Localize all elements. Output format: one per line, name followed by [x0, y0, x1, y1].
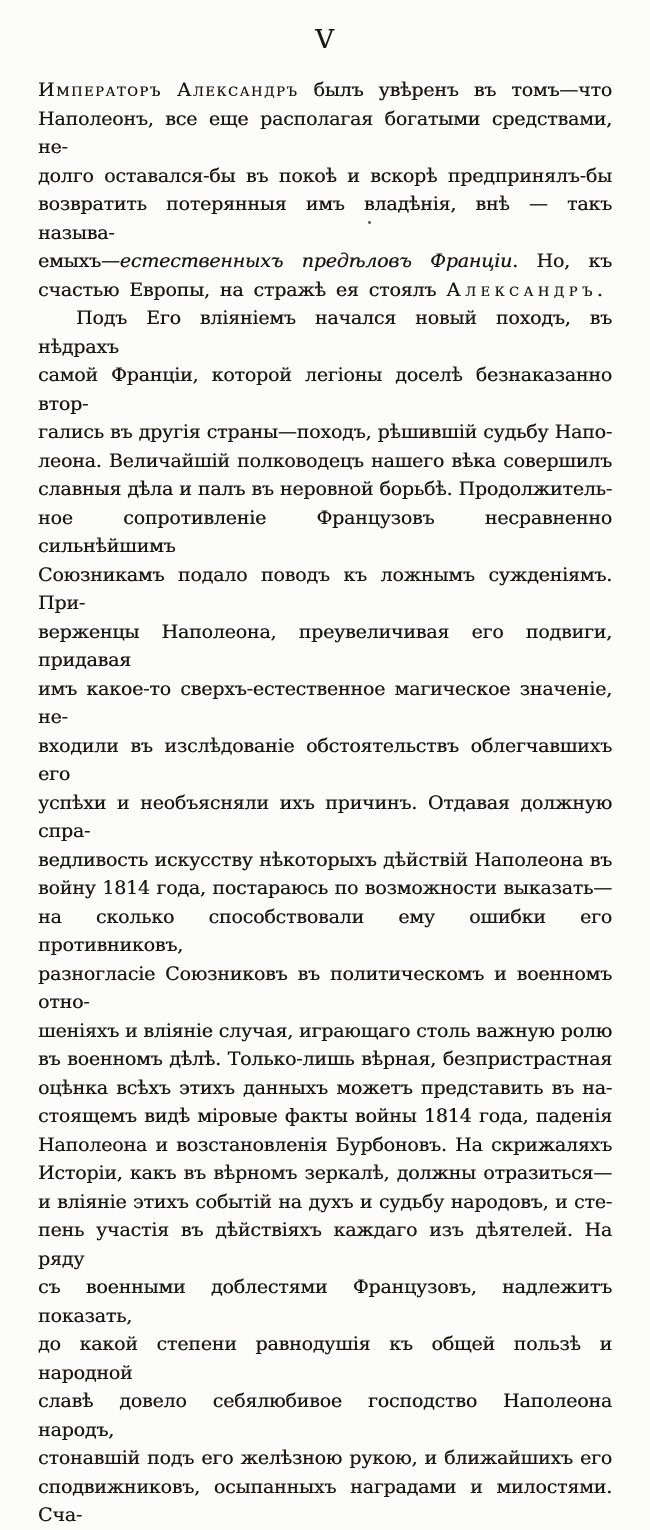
text-segment: славѣ довело себялюбивое господство Наполеона народъ,	[38, 1390, 612, 1441]
text-segment: до какой степени равнодушія къ общей пользѣ и народной	[38, 1333, 612, 1384]
scan-speck	[368, 221, 371, 224]
page-number: V	[315, 25, 335, 55]
text-segment-smallcaps-wide: Александръ	[446, 278, 597, 301]
text-line	[38, 561, 612, 618]
text-segment: въ военномъ дѣлѣ. Только-лишь вѣрная, безпристрастная	[38, 1048, 612, 1070]
text-segment: Союзникамъ подало поводъ къ ложнымъ сужденіямъ. При-	[38, 563, 612, 614]
text-segment: успѣхи и необъясняли ихъ причинъ. Отдавая должную спра-	[38, 791, 612, 842]
paragraph	[38, 76, 612, 304]
text-segment: на сколько способствовали ему ошибки его противниковъ,	[38, 905, 612, 956]
text-line	[38, 475, 612, 504]
paragraph	[38, 304, 612, 1530]
text-segment: Наполеонъ, все еще располагая богатыми средствами, не-	[38, 107, 612, 158]
text-line	[38, 874, 612, 903]
text-line	[38, 76, 612, 105]
text-segment: и вліяніе этихъ событій на духъ и судьбу народовъ, и сте-	[38, 1190, 612, 1213]
text-line	[38, 1017, 612, 1046]
text-line	[38, 304, 612, 361]
text-segment: пень участія въ дѣйствіяхъ каждаго изъ дѣятелей. На ряду	[38, 1219, 612, 1270]
text-segment: шеніяхъ и вліяніе случая, играющаго столь важную ролю	[38, 1019, 612, 1042]
text-line	[38, 1102, 612, 1131]
text-segment: Подъ Его вліяніемъ начался новый походъ, въ нѣдрахъ	[38, 307, 612, 358]
text-line	[38, 1387, 612, 1444]
text-line	[38, 1045, 612, 1074]
text-segment: славныя дѣла и палъ въ неровной борьбѣ. Продолжитель-	[38, 478, 612, 500]
text-segment: разногласіе Союзниковъ въ политическомъ и военномъ отно-	[38, 962, 612, 1013]
text-segment: стоящемъ видѣ міровые факты войны 1814 года, паденія	[38, 1105, 612, 1127]
text-line	[38, 276, 612, 305]
text-line	[38, 1188, 612, 1217]
text-line	[38, 447, 612, 476]
text-line	[38, 846, 612, 875]
text-segment: съ военными доблестями Французовъ, надлежитъ показать,	[38, 1276, 612, 1327]
text-line	[38, 903, 612, 960]
text-segment: долго оставался-бы въ покоѣ и вскорѣ предпринялъ-бы	[38, 164, 612, 187]
text-segment: имъ какое-то сверхъ-естественное магическое значеніе, не-	[38, 677, 612, 728]
text-line	[38, 1159, 612, 1188]
text-segment: .	[596, 278, 603, 301]
text-line	[38, 1330, 612, 1387]
text-segment-smallcaps: Александръ	[176, 79, 299, 101]
text-line	[38, 1216, 612, 1273]
text-segment: верженцы Наполеона, преувеличивая его подвиги, придавая	[38, 620, 612, 671]
text-line	[38, 1074, 612, 1103]
text-segment-italic: естественныхъ предѣловъ Франціи	[119, 250, 513, 272]
text-segment: ное сопротивленіе Французовъ несравненно сильнѣйшимъ	[38, 506, 612, 557]
text-line	[38, 361, 612, 418]
text-segment: входили въ изслѣдованіе обстоятельствъ облегчавшихъ его	[38, 734, 612, 785]
text-line	[38, 247, 612, 276]
text-segment: былъ увѣренъ въ томъ—что	[298, 79, 612, 101]
text-line	[38, 1444, 612, 1473]
text-segment: войну 1814 года, постараюсь по возможности выказать—	[38, 877, 612, 899]
text-block	[38, 76, 612, 1530]
text-segment: самой Франціи, которой легіоны доселѣ безнаказанно втор-	[38, 364, 612, 415]
text-line	[38, 618, 612, 675]
text-segment: емыхъ—	[38, 250, 120, 272]
text-segment: оцѣнка всѣхъ этихъ данныхъ можетъ представить въ на-	[38, 1076, 612, 1099]
text-line	[38, 190, 612, 247]
text-segment: счастью Европы, на стражѣ ея стоялъ	[38, 278, 447, 301]
text-line	[38, 789, 612, 846]
text-line	[38, 1273, 612, 1330]
text-segment: . Но, къ	[512, 250, 612, 272]
text-line	[38, 1131, 612, 1160]
text-line	[38, 732, 612, 789]
text-segment: Наполеона и возстановленія Бурбоновъ. На скрижаляхъ	[38, 1133, 612, 1156]
text-segment: ведливость искусству нѣкоторыхъ дѣйствій Наполеона въ	[38, 848, 612, 871]
text-line	[38, 675, 612, 732]
text-line	[38, 418, 612, 447]
text-segment	[162, 79, 177, 101]
text-line	[38, 504, 612, 561]
text-segment: леона. Величайшій полководецъ нашего вѣка совершилъ	[38, 449, 612, 472]
text-segment-smallcaps: Императоръ	[38, 79, 162, 101]
text-line	[38, 162, 612, 191]
text-line	[38, 960, 612, 1017]
text-line	[38, 105, 612, 162]
text-segment: гались въ другія страны—походъ, рѣшившій судьбу Напо-	[38, 421, 612, 443]
text-segment: сподвижниковъ, осыпанныхъ наградами и милостями. Сча-	[38, 1475, 612, 1526]
text-segment: возвратить потерянныя имъ владѣнія, внѣ — такъ называ-	[38, 193, 612, 244]
text-line	[38, 1473, 612, 1530]
text-segment: Исторіи, какъ въ вѣрномъ зеркалѣ, должны отразиться—	[38, 1162, 612, 1184]
text-segment: стонавшій подъ его желѣзною рукою, и ближайшихъ его	[38, 1447, 612, 1469]
